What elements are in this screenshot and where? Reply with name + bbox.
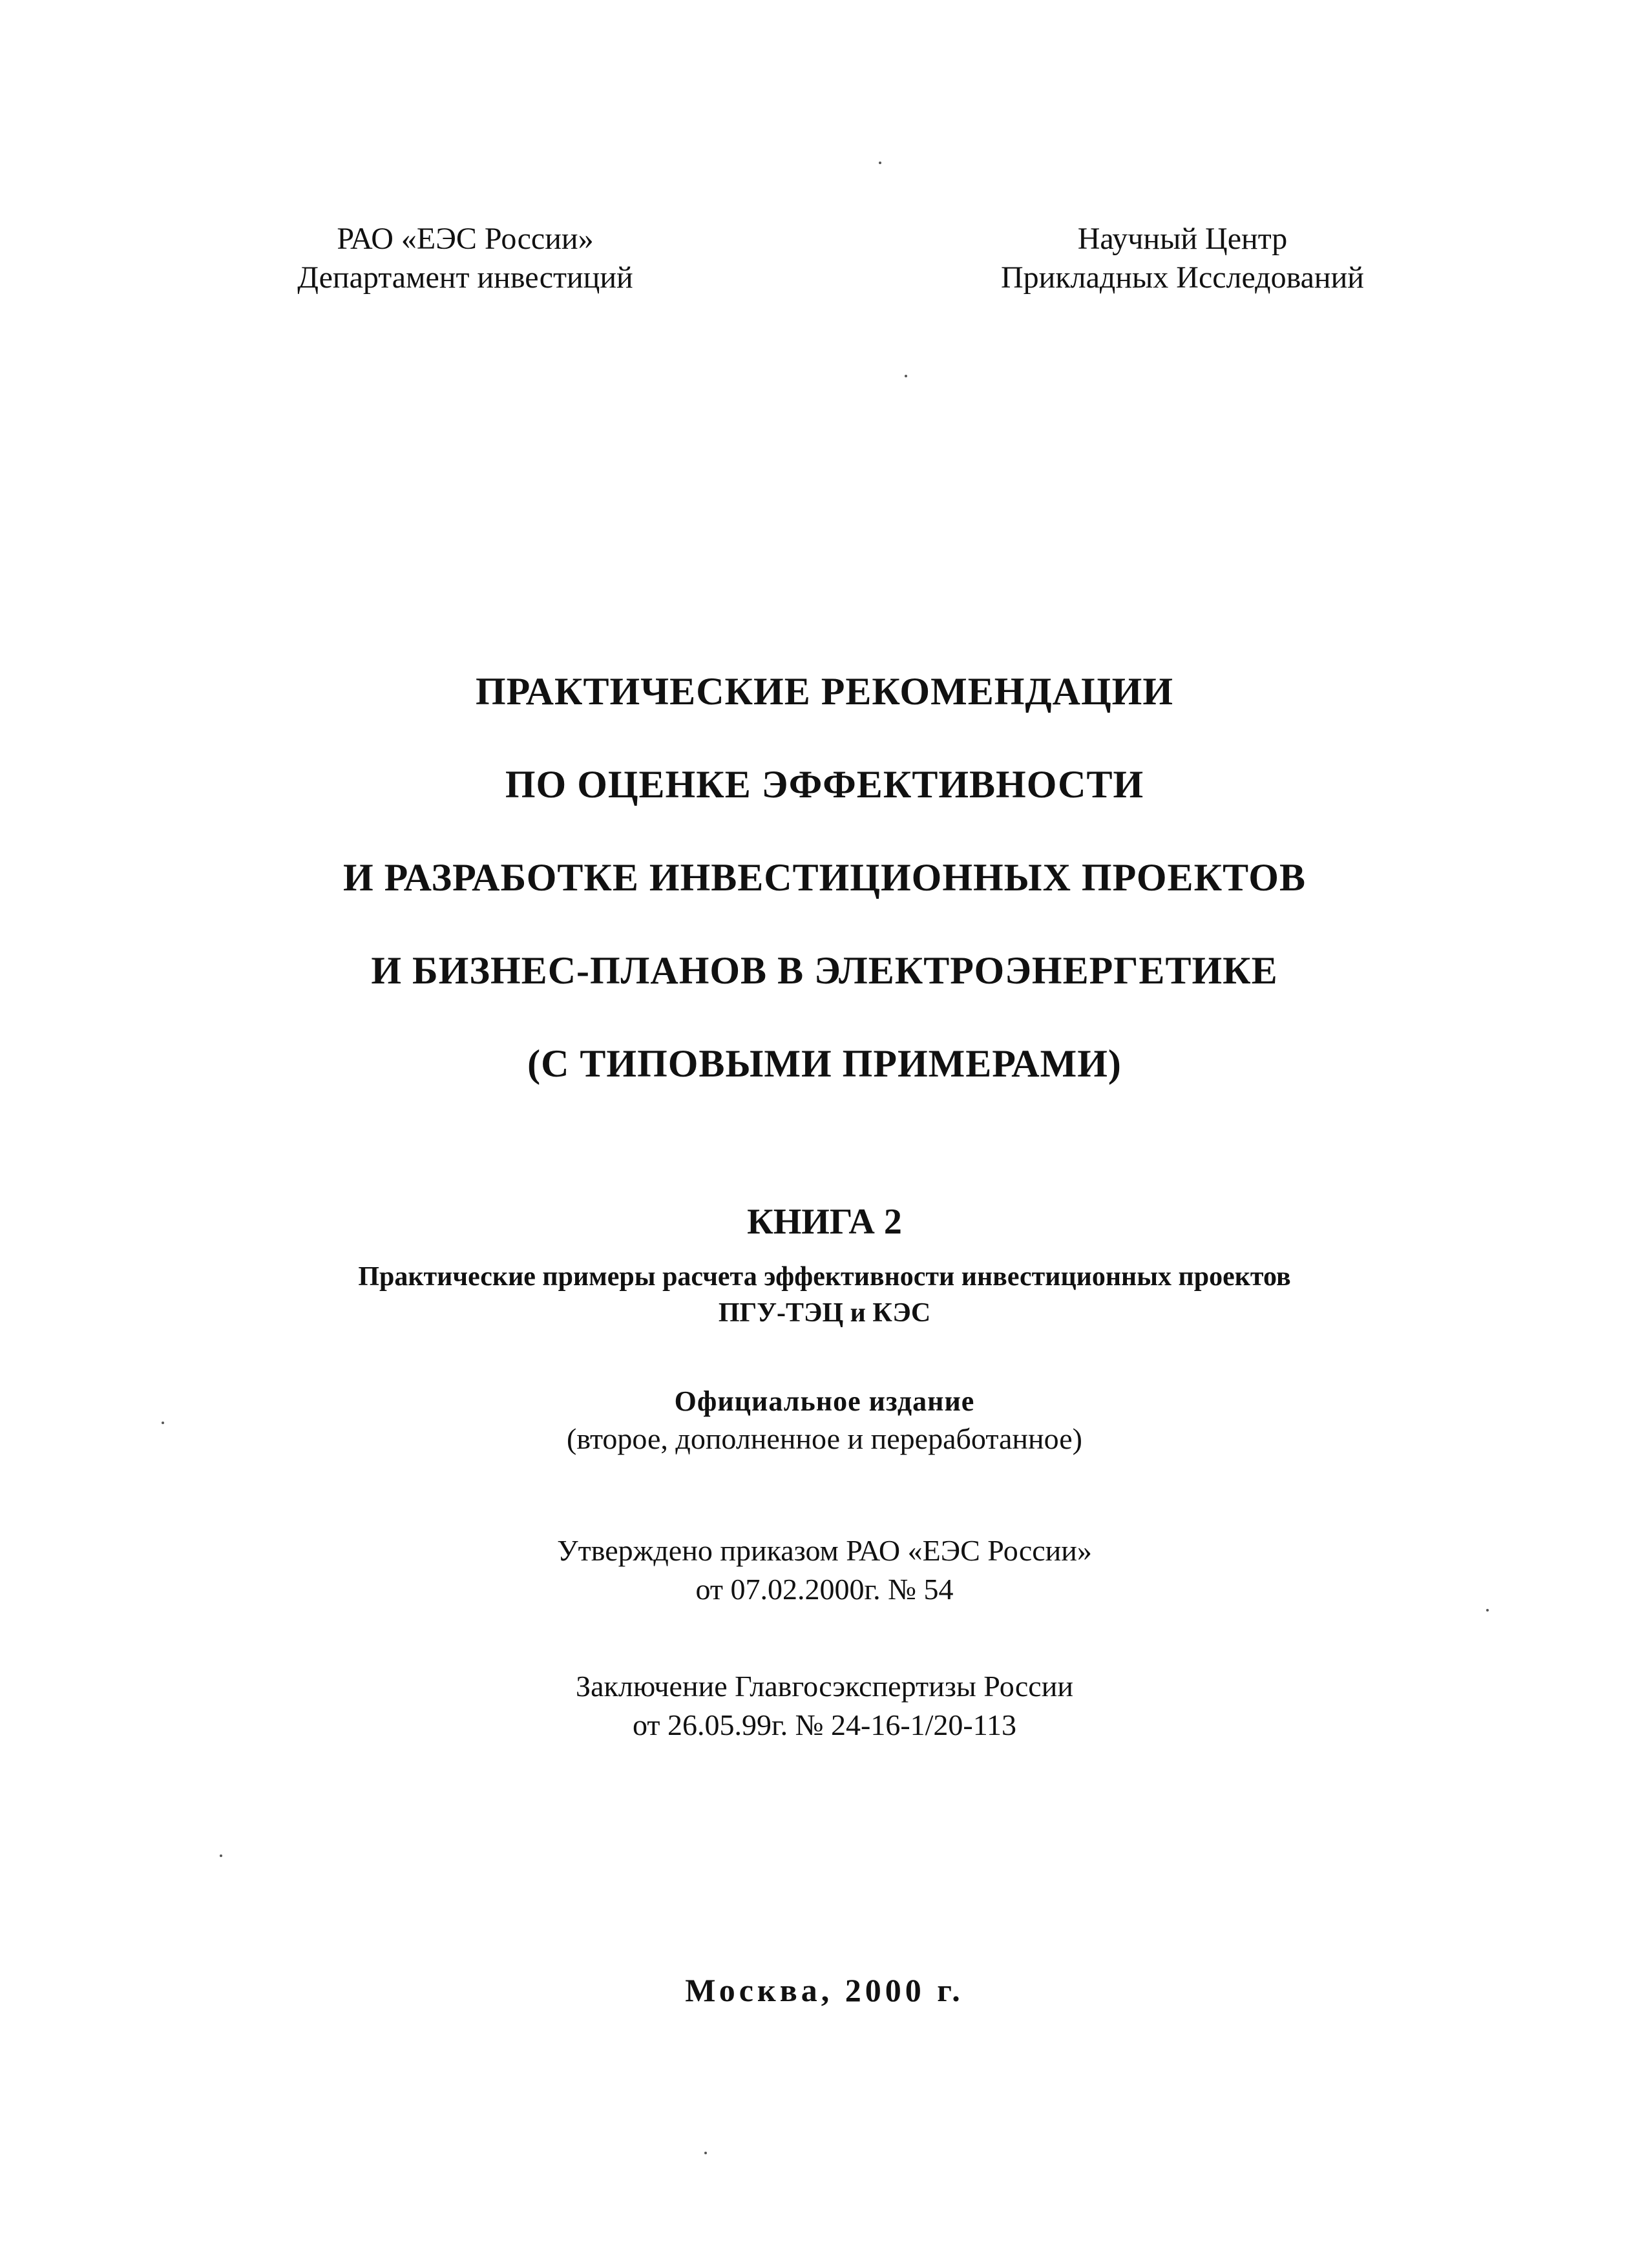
title-line-4: И БИЗНЕС-ПЛАНОВ В ЭЛЕКТРОЭНЕРГЕТИКЕ	[371, 949, 1278, 992]
center-name-line1: Научный Центр	[1077, 222, 1288, 256]
header-left-org	[284, 220, 646, 297]
header-right-org	[976, 220, 1389, 297]
title-line-5: (С ТИПОВЫМИ ПРИМЕРАМИ)	[527, 1042, 1122, 1085]
scan-speck	[1486, 1609, 1489, 1612]
approval-section	[0, 1531, 1649, 1609]
title-line-3: И РАЗРАБОТКЕ ИНВЕСТИЦИОННЫХ ПРОЕКТОВ	[342, 856, 1306, 899]
scan-speck	[879, 162, 881, 164]
book-number: КНИГА 2	[747, 1202, 902, 1242]
scan-speck	[220, 1854, 222, 1857]
org-name: РАО «ЕЭС России»	[337, 222, 594, 256]
conclusion-line2: от 26.05.99г. № 24-16-1/20-113	[632, 1708, 1017, 1741]
center-name-line2: Прикладных Исследований	[1000, 260, 1364, 295]
city-year: Москва, 2000 г.	[685, 1972, 964, 2008]
edition-title: Официальное издание	[674, 1385, 975, 1417]
approval-line2: от 07.02.2000г. № 54	[695, 1573, 954, 1606]
conclusion-line1: Заключение Главгосэкспертизы России	[576, 1670, 1073, 1703]
book-section	[0, 1201, 1649, 1331]
edition-note: (второе, дополненное и переработанное)	[567, 1422, 1082, 1455]
book-subtitle-line2: ПГУ-ТЭЦ и КЭС	[718, 1298, 931, 1328]
book-subtitle-line1: Практические примеры расчета эффективности инвестиционных проектов	[358, 1262, 1291, 1292]
conclusion-section	[0, 1667, 1649, 1745]
document-title	[0, 669, 1649, 1134]
title-line-1: ПРАКТИЧЕСКИЕ РЕКОМЕНДАЦИИ	[475, 670, 1174, 713]
scan-speck	[905, 375, 907, 377]
scan-speck	[704, 2152, 707, 2154]
department-name: Департамент инвестиций	[297, 260, 633, 295]
edition-section	[0, 1383, 1649, 1458]
approval-line1: Утверждено приказом РАО «ЕЭС России»	[557, 1534, 1092, 1567]
title-line-2: ПО ОЦЕНКЕ ЭФФЕКТИВНОСТИ	[505, 763, 1144, 806]
scan-speck	[162, 1422, 164, 1424]
